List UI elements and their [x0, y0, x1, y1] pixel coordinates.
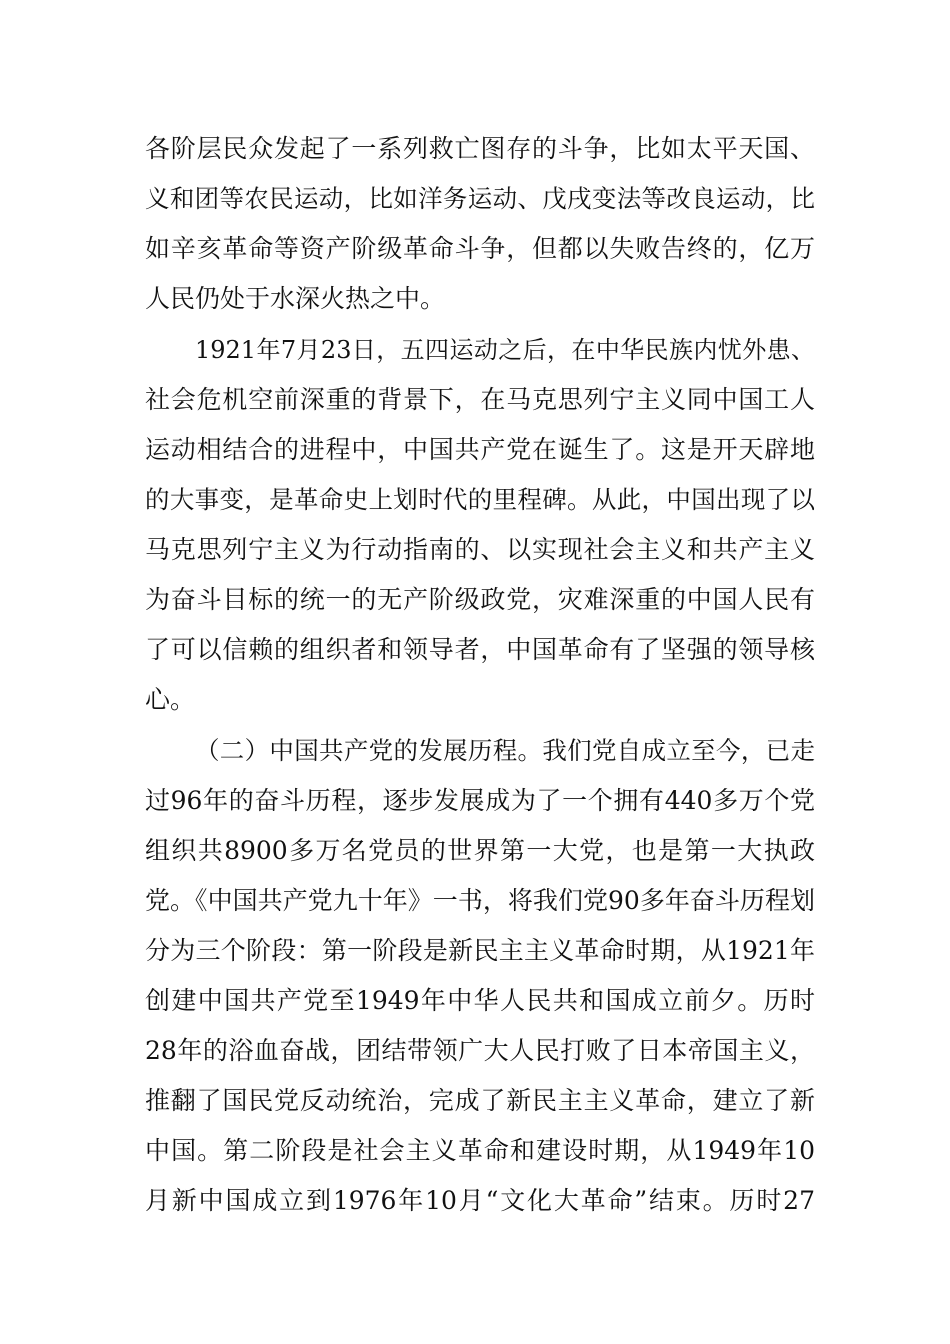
paragraph-3-line-7: 28年的浴血奋战，团结带领广大人民打败了日本帝国主义， [145, 1036, 815, 1065]
paragraph-3-line-1: （二）中国共产党的发展历程。我们党自成立至今，已走 [195, 736, 815, 765]
paragraph-1-line-2: 义和团等农民运动，比如洋务运动、戊戌变法等改良运动，比 [145, 184, 815, 213]
paragraph-3-line-6: 创建中国共产党至1949年中华人民共和国成立前夕。历时 [145, 986, 815, 1015]
paragraph-2-line-4: 的大事变，是革命史上划时代的里程碑。从此，中国出现了以 [145, 485, 815, 514]
paragraph-3-line-10: 月新中国成立到1976年10月“文化大革命”结束。历时27 [145, 1186, 815, 1215]
paragraph-1-line-3: 如辛亥革命等资产阶级革命斗争，但都以失败告终的，亿万 [145, 234, 815, 263]
paragraph-2-line-1: 1921年7月23日，五四运动之后，在中华民族内忧外患、 [195, 336, 815, 364]
paragraph-2-line-8: 心。 [145, 685, 196, 714]
paragraph-2-line-7: 了可以信赖的组织者和领导者，中国革命有了坚强的领导核 [145, 635, 815, 664]
paragraph-2-line-3: 运动相结合的进程中，中国共产党在诞生了。这是开天辟地 [145, 435, 815, 464]
paragraph-1-line-1: 各阶层民众发起了一系列救亡图存的斗争，比如太平天国、 [145, 134, 815, 163]
paragraph-3-line-3: 组织共8900多万名党员的世界第一大党，也是第一大执政 [145, 836, 815, 865]
paragraph-3-line-4: 党。《中国共产党九十年》一书，将我们党90多年奋斗历程划 [145, 886, 815, 915]
paragraph-2-line-2: 社会危机空前深重的背景下，在马克思列宁主义同中国工人 [145, 385, 815, 414]
paragraph-3-line-9: 中国。第二阶段是社会主义革命和建设时期，从1949年10 [145, 1136, 815, 1165]
paragraph-2-line-6: 为奋斗目标的统一的无产阶级政党，灾难深重的中国人民有 [145, 585, 815, 614]
paragraph-3-line-8: 推翻了国民党反动统治，完成了新民主主义革命，建立了新 [145, 1086, 815, 1115]
paragraph-1-line-4: 人民仍处于水深火热之中。 [145, 284, 446, 313]
paragraph-3-line-2: 过96年的奋斗历程，逐步发展成为了一个拥有440多万个党 [145, 786, 815, 815]
paragraph-3-line-5: 分为三个阶段：第一阶段是新民主主义革命时期，从1921年 [145, 936, 815, 965]
paragraph-2-line-5: 马克思列宁主义为行动指南的、以实现社会主义和共产主义 [145, 535, 815, 564]
